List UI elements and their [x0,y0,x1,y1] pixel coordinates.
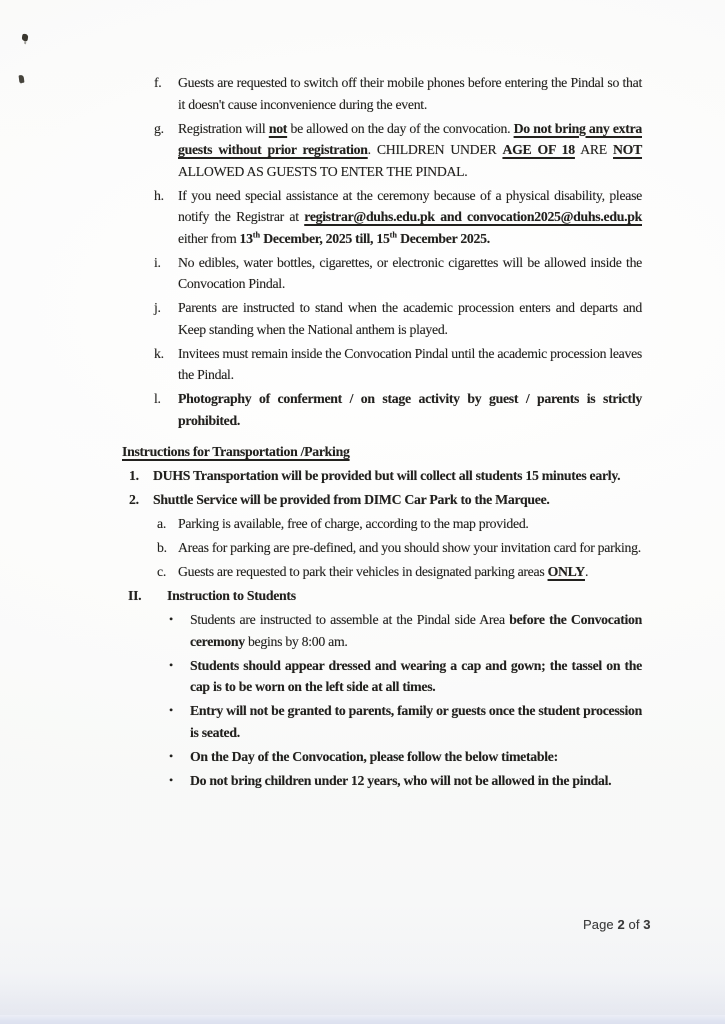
text-content [167,585,642,607]
text-segment: before the Convocation ceremony [190,612,642,649]
list-marker: f. [154,75,162,90]
text-content [190,700,642,743]
list-marker: j. [154,300,161,315]
text-segment: th [389,229,397,239]
text-segment: . [584,564,589,579]
list-marker: • [169,612,173,626]
text-segment: Registration will [178,120,269,136]
parking-item-c [0,561,725,583]
text-content [178,185,642,250]
list-marker: k. [154,345,164,361]
text-segment: Shuttle Service will be provided from DIMC Car Park to the Marquee. [153,492,550,507]
student-bullet-2 [0,655,725,698]
transport-item-2 [0,489,725,511]
text-segment: Do not bring any extra guests without prior registration [178,120,642,157]
text-segment: Areas for parking are pre-defined, and you should show your invitation card for parking. [178,540,641,555]
text-content [178,343,642,386]
text-segment: Instruction to Students [167,588,296,603]
text-segment: Photography of conferment / on stage activity by guest / parents is strictly prohibited. [178,391,642,428]
text-content [178,561,642,583]
text-segment: Students should appear dressed and wearing a cap and gown; the tassel on the cap is to be worn on the left side at all times. [190,657,642,694]
text-segment: NOT [613,142,643,157]
text-segment: Invitees must remain inside the Convocation Pindal until the academic procession leaves the Pindal. [178,345,642,382]
text-content [190,609,642,652]
text-content [190,655,642,698]
student-bullet-1 [0,609,725,652]
text-content [153,489,642,511]
text-segment: Parking is available, free of charge, according to the map provided. [178,516,529,531]
guest-item-l [0,388,725,431]
transportation-heading [0,441,725,463]
guest-item-g [0,118,725,183]
guest-item-k [0,343,725,386]
text-segment: th [252,229,261,239]
text-segment: begins by 8:00 am. [244,633,348,649]
list-marker: • [169,703,173,717]
text-content [178,72,642,115]
list-marker: h. [154,187,164,203]
list-marker: b. [157,540,167,555]
text-content [190,770,642,792]
text-content [153,465,642,487]
list-marker: c. [157,564,166,579]
text-segment: Do not bring children under 12 years, who will not be allowed in the pindal. [190,772,612,788]
list-marker: • [169,657,173,672]
guest-item-h [0,185,725,250]
text-segment: Students are instructed to assemble at the Pindal side Area [190,612,510,627]
text-segment: . CHILDREN UNDER [367,142,503,157]
list-marker: a. [157,516,166,531]
text-content [178,118,642,183]
text-segment: not [268,120,288,136]
text-segment: No edibles, water bottles, cigarettes, or electronic cigarettes will be allowed inside the Convocation Pindal. [178,254,642,291]
text-segment: ALLOWED AS GUESTS TO ENTER THE PINDAL. [178,163,468,179]
guest-item-i [0,252,725,295]
text-segment: Entry will not be granted to parents, family or guests once the student procession is seated. [190,703,642,740]
text-segment: DUHS Transportation will be provided but will collect all students 15 minutes early. [153,468,621,483]
list-marker: l. [154,391,161,406]
text-segment: be allowed on the day of the convocation. [287,120,514,136]
parking-item-a [0,513,725,535]
text-segment: ONLY [547,564,585,579]
student-bullet-5 [0,770,725,792]
text-segment: December 2025. [396,230,490,246]
list-marker: 2. [129,492,139,507]
students-section-heading [0,585,725,607]
text-segment: On the Day of the Convocation, please follow the below timetable: [190,748,558,764]
text-segment: ARE [574,142,614,157]
text-segment: Parents are instructed to stand when the academic procession enters and departs and Keep standing when the National anthem is played. [178,300,642,337]
text-segment: 2 [617,917,625,932]
list-marker: i. [154,254,161,270]
parking-item-b [0,537,725,559]
text-segment: Page [583,917,618,932]
list-marker: • [169,748,173,763]
student-bullet-3 [0,700,725,743]
list-marker: II. [128,588,142,603]
text-segment: 3 [643,917,651,932]
text-segment: AGE OF 18 [502,142,575,157]
student-bullet-4 [0,746,725,768]
guest-item-j [0,297,725,340]
text-segment: If you need special assistance at the ceremony because of a physical disability, please notify the Registrar at [178,187,642,224]
list-marker: g. [154,120,164,136]
text-content [178,388,642,431]
text-segment: 13 [239,230,253,246]
text-segment: Guests are requested to switch off their mobile phones before entering the Pindal so that it doesn't cause inconvenience during the event. [178,75,642,112]
text-segment: registrar@duhs.edu.pk and convocation2025@duhs.edu.pk [304,209,642,224]
text-content [122,441,642,463]
text-content [178,513,642,535]
list-marker: • [169,772,173,787]
text-content [178,252,642,295]
scan-bottom-edge [0,1015,725,1024]
scan-bottom-shadow [0,970,725,1016]
text-segment: either from [178,230,240,246]
text-content [178,297,642,340]
page-footer [583,917,651,932]
text-content [190,746,642,768]
text-segment: Instructions for Transportation /Parking [122,444,350,459]
list-marker: 1. [129,468,139,483]
text-segment: December, 2025 till, 15 [260,230,390,246]
text-content [178,537,642,559]
text-segment: of [624,917,644,932]
transport-item-1 [0,465,725,487]
text-segment: Guests are requested to park their vehicles in designated parking areas [178,564,548,579]
guest-item-f [0,72,725,115]
